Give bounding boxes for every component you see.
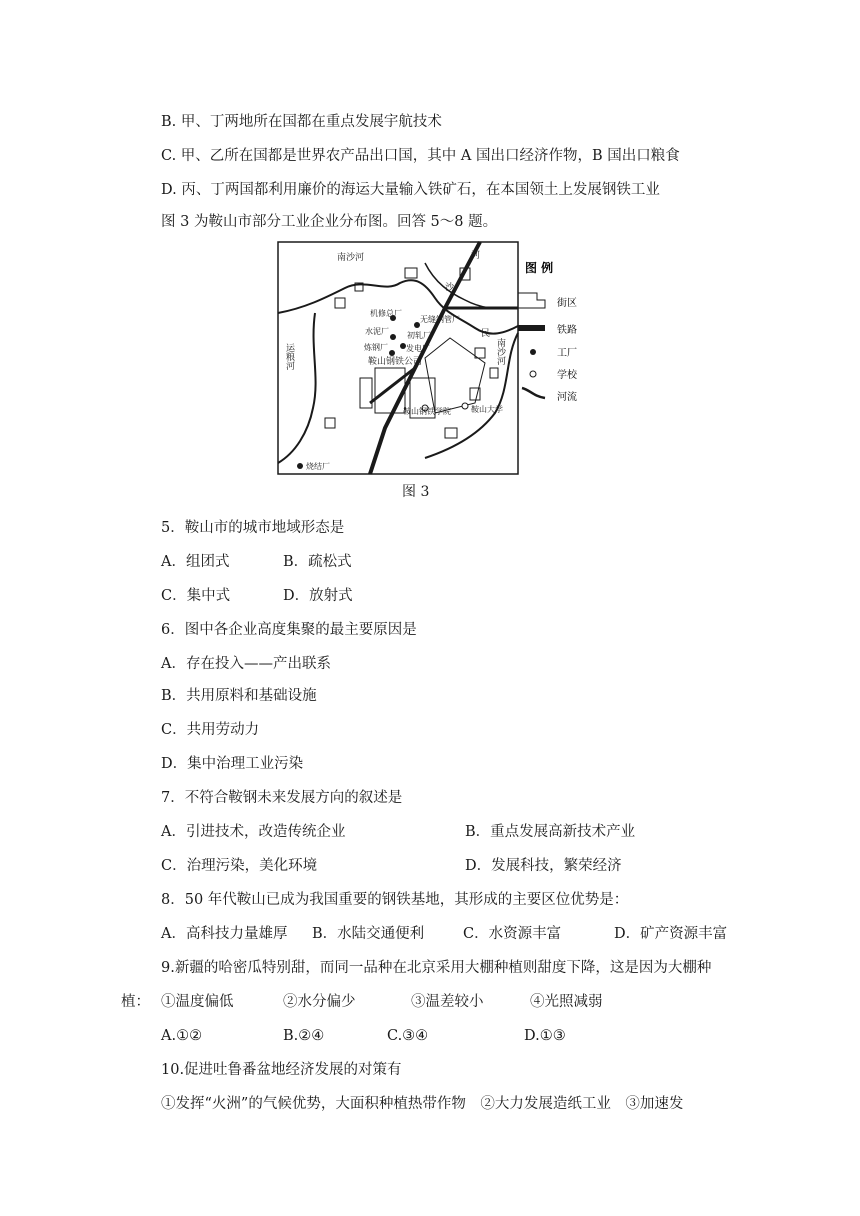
- label-chuza: 初轧厂: [407, 331, 431, 340]
- river-left: [278, 313, 316, 463]
- q9-option-c: C.③④: [387, 1028, 429, 1044]
- q6-option-b: B．共用原料和基础设施: [161, 688, 317, 704]
- legend-factory: 工厂: [557, 348, 577, 359]
- q9-stem-line2: 植：: [121, 994, 150, 1010]
- q9-option-d: D.①③: [524, 1028, 566, 1044]
- option-b-prev: B. 甲、丁两地所在国都在重点发展宇航技术: [161, 114, 442, 130]
- q9-item-4: ④光照减弱: [530, 994, 603, 1010]
- q9-option-a: A.①②: [161, 1028, 203, 1044]
- q5-option-c: C．集中式: [161, 588, 231, 604]
- q7-option-d: D．发展科技，繁荣经济: [465, 858, 622, 874]
- q6-option-c: C．共用劳动力: [161, 722, 260, 738]
- label-wufeng: 无缝钢管厂: [420, 315, 460, 324]
- legend-district: 街区: [557, 298, 577, 309]
- label-shuini: 水泥厂: [365, 327, 389, 336]
- label-min: 民: [481, 329, 491, 339]
- anshan-industry-map: [275, 238, 605, 478]
- q7-stem: 7．不符合鞍钢未来发展方向的叙述是: [161, 790, 403, 806]
- q8-option-b: B．水陆交通便利: [312, 926, 425, 942]
- q10-stem: 10.促进吐鲁番盆地经济发展的对策有: [161, 1062, 402, 1078]
- option-d-prev: D. 丙、丁两国都利用廉价的海运大量输入铁矿石，在本国领土上发展钢铁工业: [161, 182, 660, 198]
- label-ansteel-college: 鞍山钢铁学院: [403, 407, 451, 416]
- label-ansteel: 鞍山钢铁公司: [368, 357, 423, 367]
- map-legend: [518, 260, 578, 403]
- q9-item-2: ②水分偏少: [283, 994, 356, 1010]
- q5-option-b: B．疏松式: [283, 554, 352, 570]
- legend-school: 学校: [557, 370, 577, 381]
- label-top-river-a: 沙: [445, 283, 455, 293]
- q5-option-a: A．组团式: [161, 554, 230, 570]
- q9-item-3: ③温差较小: [411, 994, 484, 1010]
- q7-option-a: A．引进技术，改造传统企业: [161, 824, 346, 840]
- label-nanshahe-top-1: 南沙河: [337, 253, 365, 263]
- q8-option-a: A．高科技力量雄厚: [161, 926, 288, 942]
- q8-option-d: D．矿产资源丰富: [614, 926, 728, 942]
- label-top-river-b: 河: [471, 251, 481, 261]
- q5-stem: 5．鞍山市的城市地域形态是: [161, 520, 345, 536]
- q6-stem: 6．图中各企业高度集聚的最主要原因是: [161, 622, 417, 638]
- legend-river: 河流: [557, 392, 577, 403]
- q9-item-1: ①温度偏低: [161, 994, 234, 1010]
- figure-caption: 图 3: [402, 484, 430, 500]
- legend-railway: 铁路: [557, 325, 577, 336]
- q7-option-b: B．重点发展高新技术产业: [465, 824, 636, 840]
- q9-option-b: B.②④: [283, 1028, 325, 1044]
- q5-option-d: D．放射式: [283, 588, 353, 604]
- label-fadian: 发电厂: [406, 344, 430, 353]
- label-jixiu: 机修总厂: [370, 309, 402, 318]
- q6-option-d: D．集中治理工业污染: [161, 756, 304, 772]
- q10-line2: ①发挥“火洲”的气候优势，大面积种植热带作物 ②大力发展造纸工业 ③加速发: [161, 1096, 684, 1112]
- q6-option-a: A．存在投入——产出联系: [161, 656, 331, 672]
- label-shaojie: 烧结厂: [306, 462, 330, 471]
- label-nanshahe-right: 南沙河: [495, 338, 505, 365]
- label-yunlianghe: 运粮河: [284, 343, 294, 370]
- label-anshan-univ: 鞍山大学: [471, 405, 503, 414]
- q7-option-c: C．治理污染，美化环境: [161, 858, 318, 874]
- q8-stem: 8．50 年代鞍山已成为我国重要的钢铁基地，其形成的主要区位优势是：: [161, 892, 629, 908]
- label-liangang: 炼钢厂: [364, 343, 388, 352]
- q9-stem-line1: 9.新疆的哈密瓜特别甜，而同一品种在北京采用大棚种植则甜度下降，这是因为大棚种: [161, 960, 712, 976]
- q8-option-c: C．水资源丰富: [463, 926, 562, 942]
- figure-intro: 图 3 为鞍山市部分工业企业分布图。回答 5～8 题。: [161, 214, 498, 230]
- legend-title: 图 例: [525, 261, 554, 275]
- option-c-prev: C. 甲、乙所在国都是世界农产品出口国，其中 A 国出口经济作物，B 国出口粮食: [161, 148, 680, 164]
